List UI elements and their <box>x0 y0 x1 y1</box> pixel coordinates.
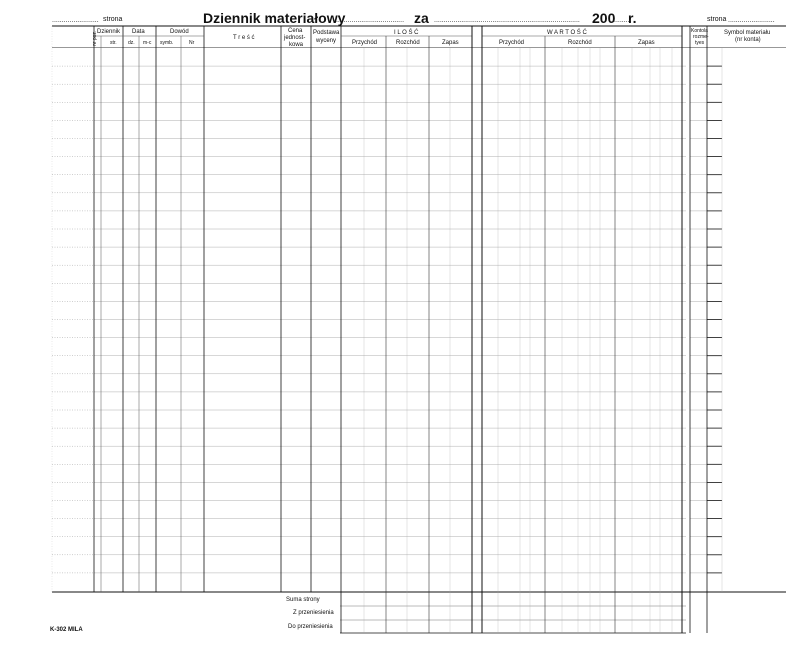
year-label: 200 <box>592 10 616 26</box>
col-zapas-ilosc: Zapas <box>442 40 459 46</box>
col-wyceny: wyceny <box>316 38 337 44</box>
title-dots-1: .................................... <box>334 17 405 24</box>
col-data: Data <box>132 29 145 35</box>
strona-left-label: strona <box>103 16 123 23</box>
strona-right-label: strona <box>707 16 727 23</box>
col-symb: symb. <box>160 40 174 46</box>
footer-z-przeniesienia: Z przeniesienia <box>293 610 334 616</box>
col-przychod-wartosc: Przychód <box>499 40 525 46</box>
col-wartosc: W A R T O Ś Ć <box>547 30 587 36</box>
col-rozchod-ilosc: Rozchód <box>396 40 420 46</box>
col-rozmie: rozme- <box>693 34 709 40</box>
col-cena: Cena <box>288 28 303 34</box>
col-mc: m-c <box>143 40 152 46</box>
footer-do-przeniesienia: Do przeniesienia <box>288 624 333 630</box>
col-jednost: jednost- <box>284 35 306 41</box>
col-dziennik: Dziennik <box>97 29 121 35</box>
col-tyes: tyes <box>695 40 705 46</box>
footer-suma: Suma strony <box>286 597 320 603</box>
col-zapas-wartosc: Zapas <box>638 40 655 46</box>
col-nr-poz: nr poz. <box>92 30 98 46</box>
col-tresc: T r e ś ć <box>233 35 255 41</box>
strona-left-dots: ........................ <box>52 17 99 24</box>
col-podstawa: Podstawa <box>313 30 340 36</box>
col-ilosc: I L O Ś Ć <box>394 30 419 36</box>
col-symbol: Symbol materiału <box>724 30 771 36</box>
strona-right-dots: ........................ <box>728 17 775 24</box>
col-kontola: Kontola <box>691 28 708 34</box>
year-dots: ......... <box>614 17 632 24</box>
col-str: str. <box>110 40 117 46</box>
form-code: K-302 MILA <box>50 627 83 633</box>
col-kowa: kowa <box>289 42 304 48</box>
title-dots-2: ........................................................................... <box>434 17 580 24</box>
za-label: za <box>414 10 429 26</box>
col-rozchod-wartosc: Rozchód <box>568 40 592 46</box>
page-title: Dziennik materiałowy <box>203 10 346 26</box>
col-dz: dz. <box>128 40 135 46</box>
col-nr-konta: (nr konta) <box>735 37 761 43</box>
col-przychod-ilosc: Przychód <box>352 40 378 46</box>
col-dowod: Dowód <box>170 29 189 35</box>
col-nr: Nr <box>189 40 195 46</box>
r-label: r. <box>628 10 637 26</box>
